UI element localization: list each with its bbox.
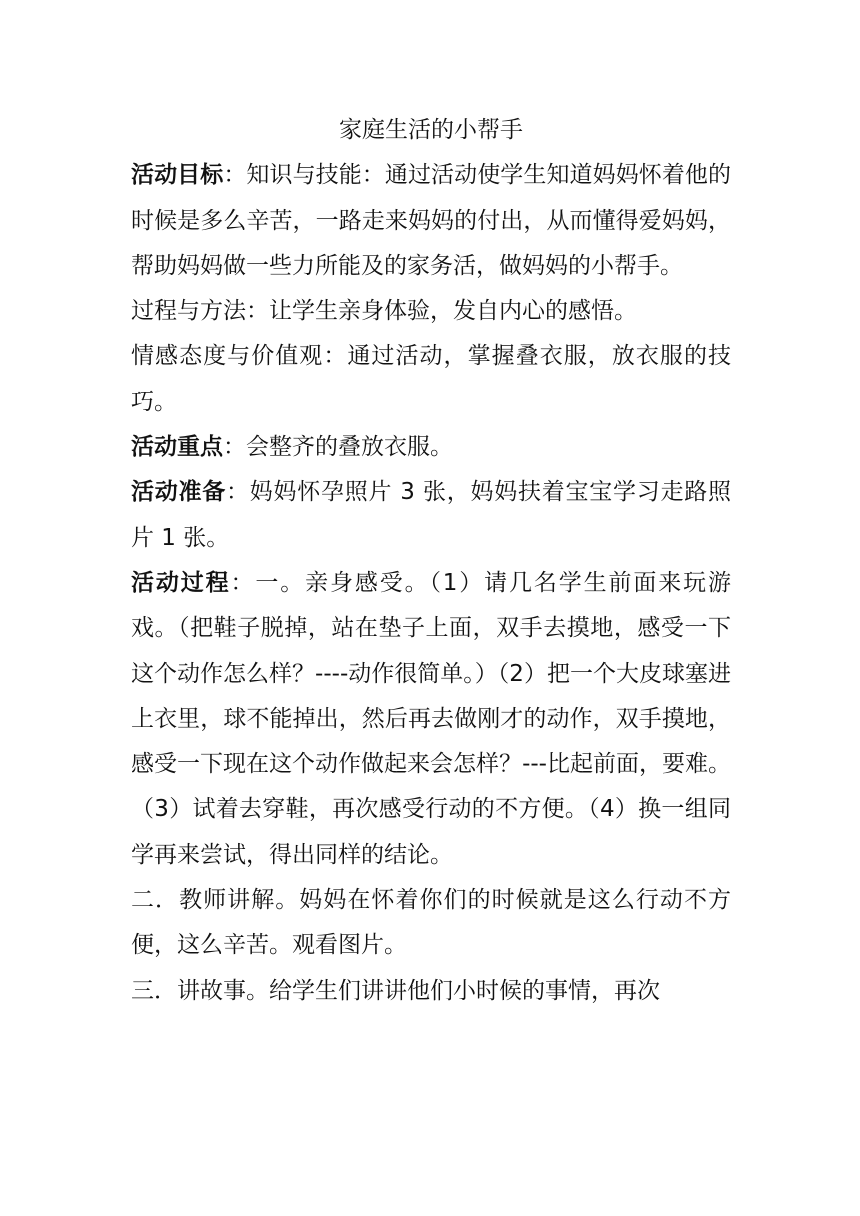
procedure-label: 活动过程 xyxy=(131,569,231,596)
step-three-paragraph: 三．讲故事。给学生们讲讲他们小时候的事情，再次 xyxy=(131,977,660,1004)
document-body xyxy=(131,108,731,1014)
key-point-paragraph xyxy=(131,425,731,470)
document-title: 家庭生活的小帮手 xyxy=(339,117,523,143)
preparation-paragraph xyxy=(131,470,731,561)
key-point-text: ：会整齐的叠放衣服。 xyxy=(223,434,453,461)
step-two-paragraph: 二．教师讲解。妈妈在怀着你们的时候就是这么行动不方便，这么辛苦。观看图片。 xyxy=(131,887,731,959)
activity-goal-text: ：知识与技能：通过活动使学生知道妈妈怀着他的时候是多么辛苦，一路走来妈妈的付出，从而懂得爱妈妈，帮助妈妈做一些力所能及的家务活，做妈妈的小帮手。 xyxy=(131,162,732,279)
activity-goal-paragraph xyxy=(131,153,731,289)
activity-goal-label: 活动目标 xyxy=(131,162,224,189)
emotion-value-paragraph: 情感态度与价值观：通过活动，掌握叠衣服，放衣服的技巧。 xyxy=(131,343,731,415)
key-point-label: 活动重点 xyxy=(131,434,223,461)
procedure-paragraph xyxy=(131,561,731,878)
preparation-text: ：妈妈怀孕照片 3 张，妈妈扶着宝宝学习走路照片 1 张。 xyxy=(131,479,731,551)
preparation-label: 活动准备 xyxy=(131,479,226,506)
process-method-paragraph: 过程与方法：让学生亲身体验，发自内心的感悟。 xyxy=(131,298,637,325)
procedure-text: ：一。亲身感受。（1）请几名学生前面来玩游戏。（把鞋子脱掉，站在垫子上面，双手去摸地，感受一下这个动作怎么样？----动作很简单。）（2）把一个大皮球塞进上衣里，球不能掉出，然后再去做刚才的动作，双手摸地，感受一下现在这个动作做起来会怎样？---比起前面，要难。（3）试着去穿鞋，再次感受行动的不方便。（4）换一组同学再来尝试，得出同样的结论。 xyxy=(131,569,732,868)
